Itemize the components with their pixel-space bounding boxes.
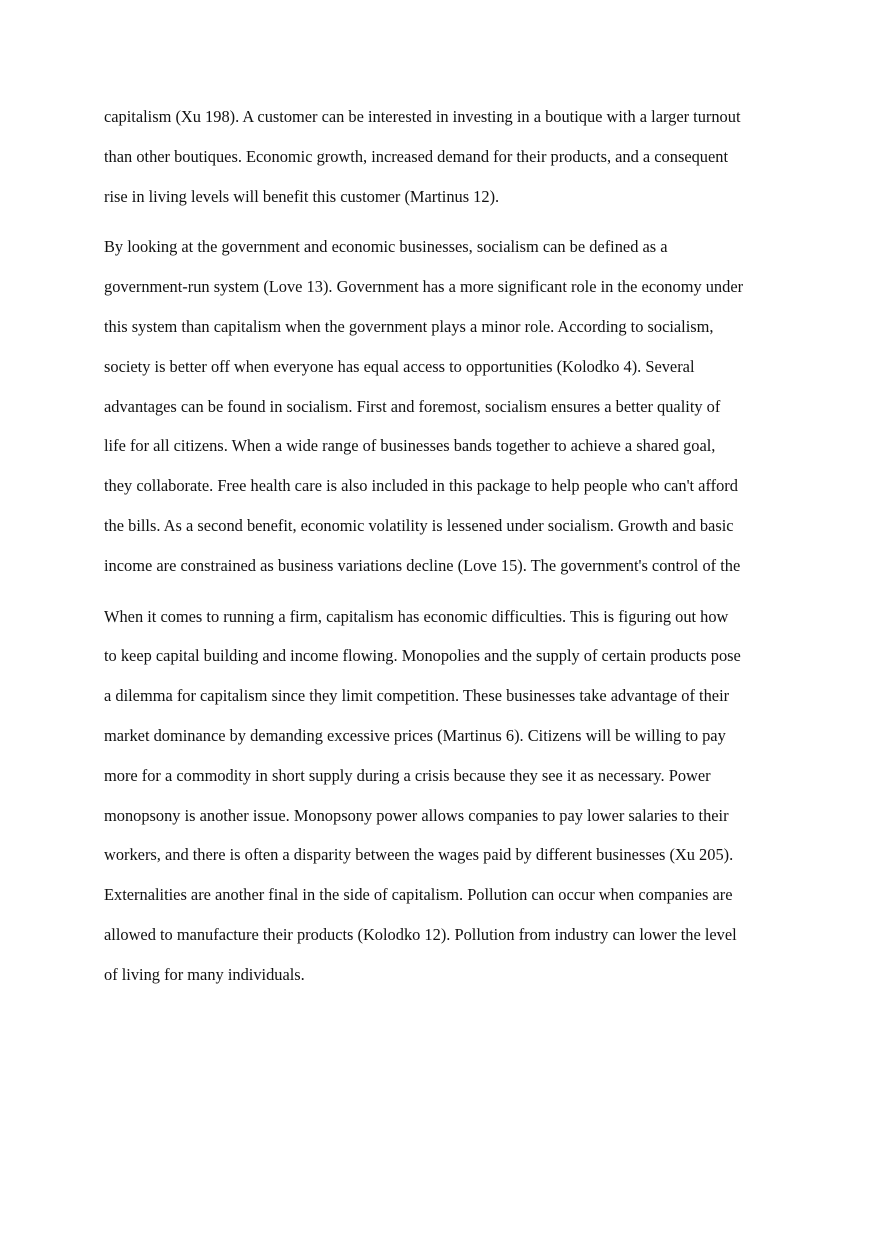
text-line: workers, and there is often a disparity between the wages paid by different businesses (Xu 205).: [104, 845, 734, 865]
paragraph-capitalism-difficulties: [104, 597, 784, 995]
text-line: advantages can be found in socialism. First and foremost, socialism ensures a better quality of: [104, 396, 721, 416]
text-line: capitalism (Xu 198). A customer can be interested in investing in a boutique with a larger turnout: [104, 107, 741, 126]
text-line: monopsony is another issue. Monopsony power allows companies to pay lower salaries to their: [104, 805, 729, 825]
document-body: [104, 97, 784, 1006]
text-line: rise in living levels will benefit this customer (Martinus 12).: [104, 186, 500, 206]
text-line: By looking at the government and economic businesses, socialism can be defined as a: [104, 237, 668, 257]
text-line: life for all citizens. When a wide range of businesses bands together to achieve a shared goal,: [104, 436, 716, 456]
text-line: government-run system (Love 13). Government has a more significant role in the economy under: [104, 277, 744, 297]
text-line: they collaborate. Free health care is also included in this package to help people who can't afford: [104, 476, 738, 496]
text-line: society is better off when everyone has equal access to opportunities (Kolodko 4). Several: [104, 356, 695, 376]
text-line: a dilemma for capitalism since they limit competition. These businesses take advantage of their: [104, 686, 730, 706]
text-line: When it comes to running a firm, capitalism has economic difficulties. This is figuring out how: [104, 606, 729, 626]
text-line: more for a commodity in short supply during a crisis because they see it as necessary. Power: [104, 765, 711, 785]
text-line: market dominance by demanding excessive prices (Martinus 6). Citizens will be willing to pay: [104, 725, 726, 745]
paragraph-socialism-definition: [104, 227, 784, 585]
text-line: of living for many individuals.: [104, 964, 305, 984]
text-line: this system than capitalism when the government plays a minor role. According to socialism,: [104, 316, 714, 336]
text-line: the bills. As a second benefit, economic volatility is lessened under socialism. Growth and basic: [104, 515, 734, 535]
text-line: allowed to manufacture their products (Kolodko 12). Pollution from industry can lower the level: [104, 924, 737, 944]
paragraph-capitalism-investment: [104, 97, 784, 216]
text-line: than other boutiques. Economic growth, increased demand for their products, and a consequent: [104, 146, 729, 166]
text-line: Externalities are another final in the side of capitalism. Pollution can occur when companies are: [104, 885, 733, 905]
text-line: to keep capital building and income flowing. Monopolies and the supply of certain products pose: [104, 646, 741, 666]
text-line: income are constrained as business variations decline (Love 15). The government's control of the: [104, 555, 741, 575]
